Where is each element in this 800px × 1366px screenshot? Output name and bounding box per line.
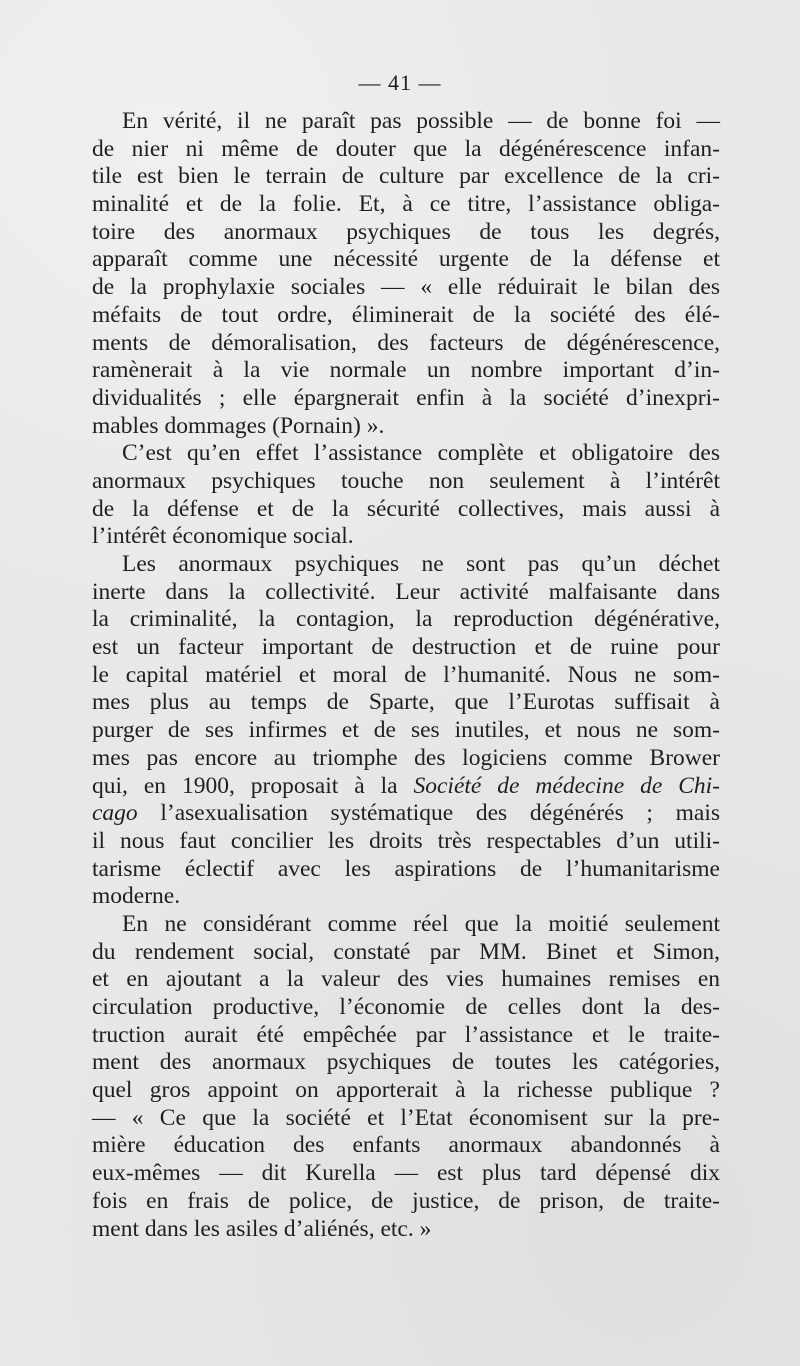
text-line: toire des anormaux psychiques de tous les degrés, xyxy=(92,218,720,245)
text-line: et en ajoutant a la valeur des vies humaines remises en xyxy=(92,966,720,993)
text-line: inerte dans la collectivité. Leur activité malfaisante dans xyxy=(92,578,720,605)
journal-title: cago xyxy=(92,800,138,827)
text-line: minalité et de la folie. Et, à ce titre, l’assistance obliga- xyxy=(92,191,720,218)
text-line: ment des anormaux psychiques de toutes les catégories, xyxy=(92,1049,720,1076)
text-line: anormaux psychiques touche non seulement à l’intérêt xyxy=(92,467,720,494)
text-line: mes plus au temps de Sparte, que l’Eurotas suffisait à xyxy=(92,689,720,716)
journal-title: Société de médecine de Chi- xyxy=(413,772,720,799)
text-run: l’asexualisation systématique des dégénérés ; mais xyxy=(160,800,720,827)
text-line: de la prophylaxie sociales — « elle réduirait le bilan des xyxy=(92,274,720,301)
text-line: — « Ce que la société et l’Etat économisent sur la pre- xyxy=(92,1104,720,1131)
text-line: du rendement social, constaté par MM. Binet et Simon, xyxy=(92,938,720,965)
text-line: moderne. xyxy=(92,883,181,910)
text-line: fois en frais de police, de justice, de prison, de traite- xyxy=(92,1187,720,1214)
body-text xyxy=(92,108,720,1243)
text-line: de nier ni même de douter que la dégénérescence infan- xyxy=(92,135,720,162)
text-line: tarisme éclectif avec les aspirations de l’humanitarisme xyxy=(92,855,720,882)
text-line: eux-mêmes — dit Kurella — est plus tard dépensé dix xyxy=(92,1160,720,1187)
text-line: circulation productive, l’économie de celles dont la des- xyxy=(92,994,720,1020)
text-line: truction aurait été empêchée par l’assistance et le traite- xyxy=(92,1021,720,1048)
text-line: En vérité, il ne paraît pas possible — de bonne foi — xyxy=(122,108,720,134)
text-line: apparaît comme une nécessité urgente de la défense et xyxy=(92,246,720,273)
text-line: la criminalité, la contagion, la reproduction dégénérative, xyxy=(92,606,720,633)
text-line: l’intérêt économique social. xyxy=(92,523,354,550)
text-line xyxy=(92,773,720,801)
text-line: méfaits de tout ordre, éliminerait de la société des élé- xyxy=(92,301,720,328)
text-line: mes pas encore au triomphe des logiciens comme Brower xyxy=(92,744,720,771)
text-run: qui, en 1900, proposait à la xyxy=(92,772,398,799)
text-line: mière éducation des enfants anormaux abandonnés à xyxy=(92,1132,720,1159)
text-line: de la défense et de la sécurité collectives, mais aussi à xyxy=(92,495,720,522)
text-line: le capital matériel et moral de l’humanité. Nous ne som- xyxy=(92,661,720,688)
text-line: est un facteur important de destruction et de ruine pour xyxy=(92,634,720,661)
text-line: ramènerait à la vie normale un nombre important d’in- xyxy=(92,357,720,384)
text-line: dividualités ; elle épargnerait enfin à la société d’inexpri- xyxy=(92,384,720,411)
text-line: quel gros appoint on apporterait à la richesse publique ? xyxy=(92,1077,720,1104)
text-line: ment dans les asiles d’aliénés, etc. » xyxy=(92,1215,432,1242)
text-line: ments de démoralisation, des facteurs de dégénérescence, xyxy=(92,329,720,356)
page-number: — 41 — xyxy=(358,70,442,95)
text-line: il nous faut concilier les droits très respectables d’un utili- xyxy=(92,827,720,854)
text-line: En ne considérant comme réel que la moitié seulement xyxy=(122,910,720,937)
text-line: mables dommages (Pornain) ». xyxy=(92,412,385,439)
text-line: purger de ses infirmes et de ses inutiles, et nous ne som- xyxy=(92,717,720,744)
text-line: tile est bien le terrain de culture par excellence de la cri- xyxy=(92,163,720,190)
text-line xyxy=(92,800,720,828)
text-line: C’est qu’en effet l’assistance complète et obligatoire des xyxy=(122,440,720,467)
text-line: Les anormaux psychiques ne sont pas qu’un déchet xyxy=(122,551,720,577)
